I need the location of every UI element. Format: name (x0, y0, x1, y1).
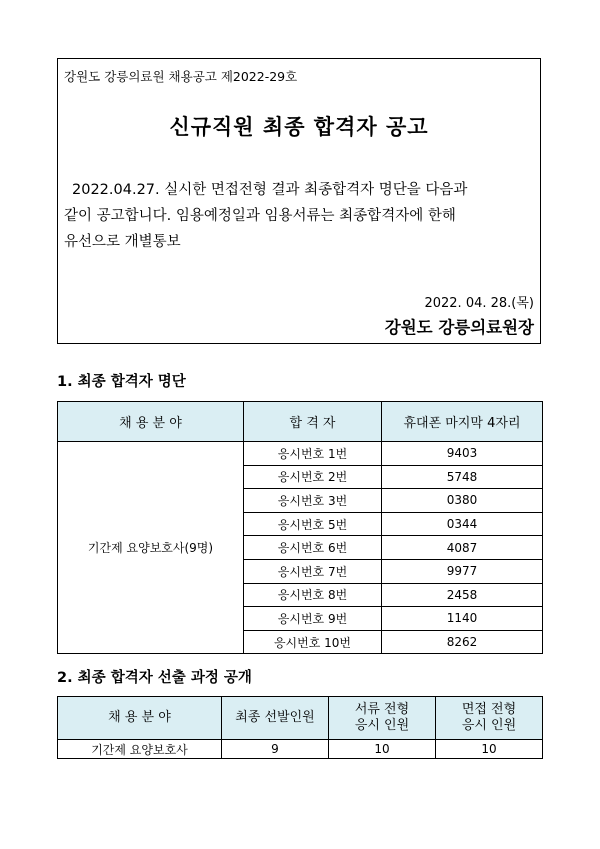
applicant-cell: 응시번호 10번 (244, 630, 382, 654)
phone-cell: 0380 (382, 489, 543, 513)
header-phone: 휴대폰 마지막 4자리 (382, 402, 543, 442)
notice-body-line: 2022.04.27. 실시한 면접전형 결과 최종합격자 명단을 다음과 (72, 182, 468, 198)
applicant-cell: 응시번호 2번 (244, 465, 382, 489)
applicant-cell: 응시번호 8번 (244, 583, 382, 607)
header-selected: 최종 선발인원 (222, 697, 329, 740)
notice-title: 신규직원 최종 합격자 공고 (169, 115, 429, 139)
header-line: 면접 전형 (461, 702, 517, 717)
header-line: 서류 전형 (354, 702, 410, 717)
phone-cell: 0344 (382, 512, 543, 536)
final-results-table (57, 401, 543, 654)
field-cell: 기간제 요양보호사 (58, 740, 222, 759)
notice-number: 강원도 강릉의료원 채용공고 제2022-29호 (64, 69, 298, 84)
applicant-cell: 응시번호 3번 (244, 489, 382, 513)
section2-heading: 2. 최종 합격자 선출 과정 공개 (57, 670, 252, 686)
field-cell: 기간제 요양보호사(9명) (58, 442, 244, 654)
phone-cell: 9403 (382, 442, 543, 466)
header-field: 채 용 분 야 (58, 402, 244, 442)
applicant-cell: 응시번호 7번 (244, 559, 382, 583)
section1-heading: 1. 최종 합격자 명단 (57, 374, 186, 390)
applicant-cell: 응시번호 1번 (244, 442, 382, 466)
phone-cell: 8262 (382, 630, 543, 654)
table-header-row (58, 697, 543, 740)
notice-body (64, 177, 534, 255)
applicant-cell: 응시번호 9번 (244, 607, 382, 631)
header-line: 응시 인원 (461, 718, 517, 733)
notice-issuer: 강원도 강릉의료원장 (384, 318, 534, 337)
interview-applicants-cell: 10 (436, 740, 543, 759)
notice-body-line: 유선으로 개별통보 (64, 234, 181, 250)
notice-body-line: 같이 공고합니다. 임용예정일과 임용서류는 최종합격자에 한해 (64, 208, 456, 224)
document-applicants-cell: 10 (329, 740, 436, 759)
selected-cell: 9 (222, 740, 329, 759)
header-applicant: 합 격 자 (244, 402, 382, 442)
notice-box (57, 58, 541, 344)
phone-cell: 5748 (382, 465, 543, 489)
phone-cell: 9977 (382, 559, 543, 583)
table-row (58, 442, 543, 466)
header-document-applicants (329, 697, 436, 740)
notice-date: 2022. 04. 28.(목) (424, 296, 534, 311)
phone-cell: 1140 (382, 607, 543, 631)
header-interview-applicants (436, 697, 543, 740)
header-field: 채 용 분 야 (58, 697, 222, 740)
applicant-cell: 응시번호 6번 (244, 536, 382, 560)
header-line: 응시 인원 (354, 718, 410, 733)
table-row (58, 740, 543, 759)
applicant-cell: 응시번호 5번 (244, 512, 382, 536)
selection-process-table (57, 696, 543, 759)
table-header-row (58, 402, 543, 442)
phone-cell: 2458 (382, 583, 543, 607)
phone-cell: 4087 (382, 536, 543, 560)
